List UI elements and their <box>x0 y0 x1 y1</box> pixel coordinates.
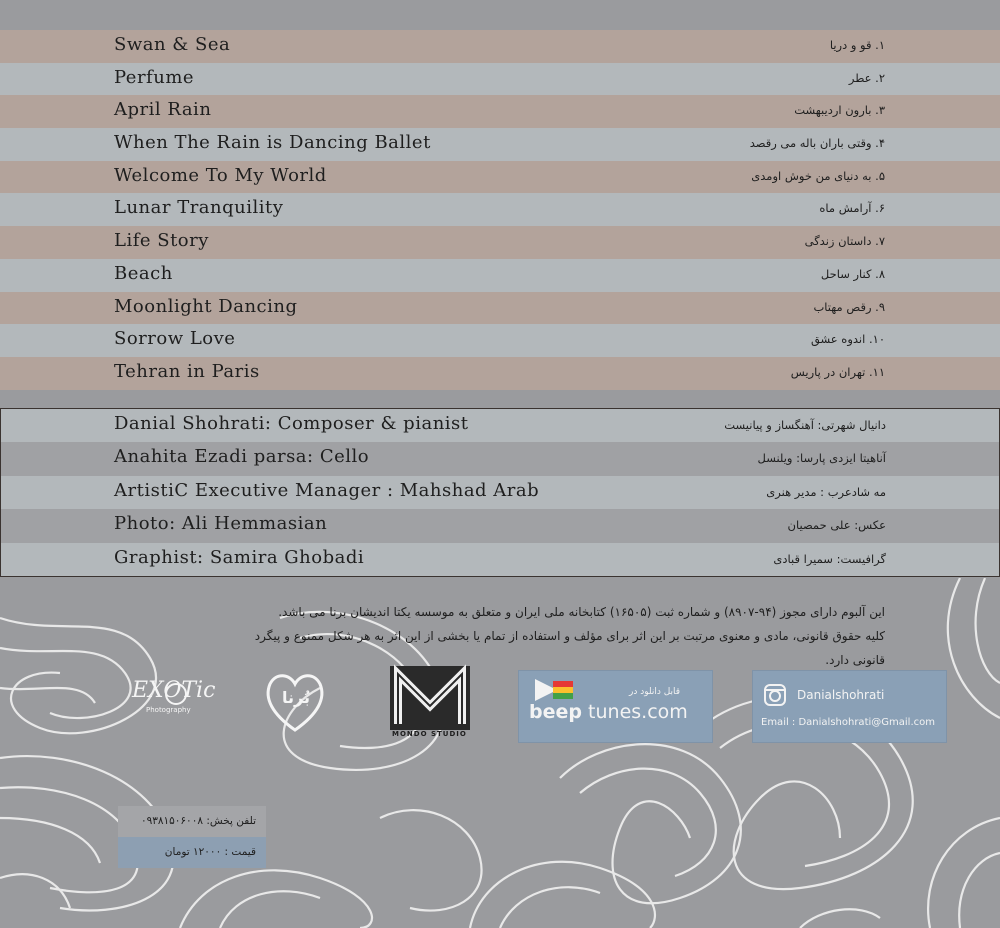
top-strip <box>0 0 1000 30</box>
track-title-en: When The Rain is Dancing Ballet <box>114 132 431 154</box>
borna-logo-text: بُرنا <box>282 688 310 707</box>
mondo-logo-text: MONDO STUDIO <box>392 730 467 738</box>
track-title-fa: ۸. کنار ساحل <box>820 266 885 281</box>
legal-line: قانونی دارد. <box>825 653 885 667</box>
track-title-fa: ۷. داستان زندگی <box>804 234 885 249</box>
track-title-en: Moonlight Dancing <box>114 295 298 317</box>
credit-row <box>1 543 999 576</box>
track-title-fa: ۱. قو و دریا <box>829 38 885 52</box>
track-title-fa: ۱۱. تهران در پاریس <box>790 364 885 379</box>
borna-logo <box>262 666 328 736</box>
track-row <box>0 357 1000 390</box>
track-title-en: Tehran in Paris <box>114 360 260 382</box>
track-title-en: Life Story <box>114 230 209 252</box>
credit-row <box>1 476 999 509</box>
legal-notice <box>165 600 885 672</box>
price-box <box>118 806 266 868</box>
beeptunes-banner <box>518 670 713 743</box>
track-title-en: Swan & Sea <box>114 34 231 55</box>
exotic-logo-text: EXOTic <box>132 678 216 703</box>
track-row <box>0 161 1000 194</box>
price-row <box>118 837 266 868</box>
distribution-phone-row <box>118 806 266 837</box>
track-row <box>0 30 1000 63</box>
track-row <box>0 226 1000 259</box>
credit-fa: گرافیست: سمیرا قبادی <box>773 551 886 566</box>
beeptunes-sub: قابل دانلود در <box>629 687 681 697</box>
exotic-logo-sub: Photography <box>146 706 191 714</box>
credit-fa: دانیال شهرتی: آهنگساز و پیانیست <box>724 418 886 432</box>
instagram-icon <box>763 683 787 707</box>
track-title-en: Lunar Tranquility <box>114 197 284 219</box>
track-title-fa: ۲. عطر <box>848 70 885 85</box>
track-title-fa: ۳. بارون اردیبهشت <box>794 103 885 118</box>
credit-fa: مه شادعرب : مدیر هنری <box>766 484 886 499</box>
beeptunes-icon <box>531 677 579 703</box>
track-row <box>0 128 1000 161</box>
credit-row <box>1 442 999 475</box>
track-title-en: Beach <box>114 262 173 284</box>
track-title-fa: ۵. به دنیای من خوش اومدی <box>751 168 885 183</box>
mondo-studio-logo <box>388 664 472 742</box>
track-row <box>0 63 1000 96</box>
instagram-handle: Danialshohrati <box>797 688 885 702</box>
track-row <box>0 292 1000 325</box>
track-row <box>0 324 1000 357</box>
beeptunes-domain: tunes.com <box>588 701 688 723</box>
track-title-fa: ۴. وقتی باران باله می رقصد <box>749 136 885 151</box>
price-value: قیمت : ۱۲۰۰۰ تومان <box>164 846 256 858</box>
track-row <box>0 95 1000 128</box>
track-title-en: Sorrow Love <box>114 328 236 350</box>
credit-row <box>1 509 999 542</box>
credit-fa: عکس: علی حمصیان <box>787 518 886 533</box>
distribution-phone: تلفن پخش: ۰۹۳۸۱۵۰۶۰۰۸ <box>140 815 256 827</box>
credit-en: Anahita Ezadi parsa: Cello <box>114 446 370 468</box>
track-row <box>0 259 1000 292</box>
track-title-fa: ۹. رقص مهتاب <box>813 299 885 314</box>
track-title-en: Perfume <box>114 66 195 88</box>
exotic-logo <box>128 676 238 720</box>
tracklist <box>0 30 1000 390</box>
beeptunes-brand: beep <box>529 701 582 723</box>
track-title-en: Welcome To My World <box>114 164 327 186</box>
credit-en: Danial Shohrati: Composer & pianist <box>114 413 469 434</box>
track-title-fa: ۱۰. اندوه عشق <box>810 332 885 347</box>
track-row <box>0 193 1000 226</box>
legal-line: کلیه حقوق قانونی، مادی و معنوی مرتبت بر این اثر برای مؤلف و استفاده از تمام یا بخشی از این اثر به هر شکل ممنوع و پیگرد <box>254 629 885 643</box>
track-title-en: April Rain <box>114 99 212 121</box>
credit-fa: آناهیتا ایزدی پارسا: ویلنسل <box>757 451 886 466</box>
credits-box <box>0 408 1000 577</box>
contact-email: Email : Danialshohrati@Gmail.com <box>761 717 935 728</box>
credit-en: Photo: Ali Hemmasian <box>114 513 328 535</box>
legal-line: این آلبوم دارای مجوز (۹۴-۸۹۰۷) و شماره ثبت (۱۶۵۰۵) کتابخانه ملی ایران و متعلق به موسسه یکتا اندیشان برنا می باشد. <box>278 605 885 619</box>
credit-en: ArtistiC Executive Manager : Mahshad Arab <box>114 479 540 501</box>
credit-en: Graphist: Samira Ghobadi <box>114 546 365 568</box>
credit-row <box>1 409 999 442</box>
instagram-banner <box>752 670 947 743</box>
track-title-fa: ۶. آرامش ماه <box>819 201 885 216</box>
beeptunes-label <box>529 701 688 723</box>
